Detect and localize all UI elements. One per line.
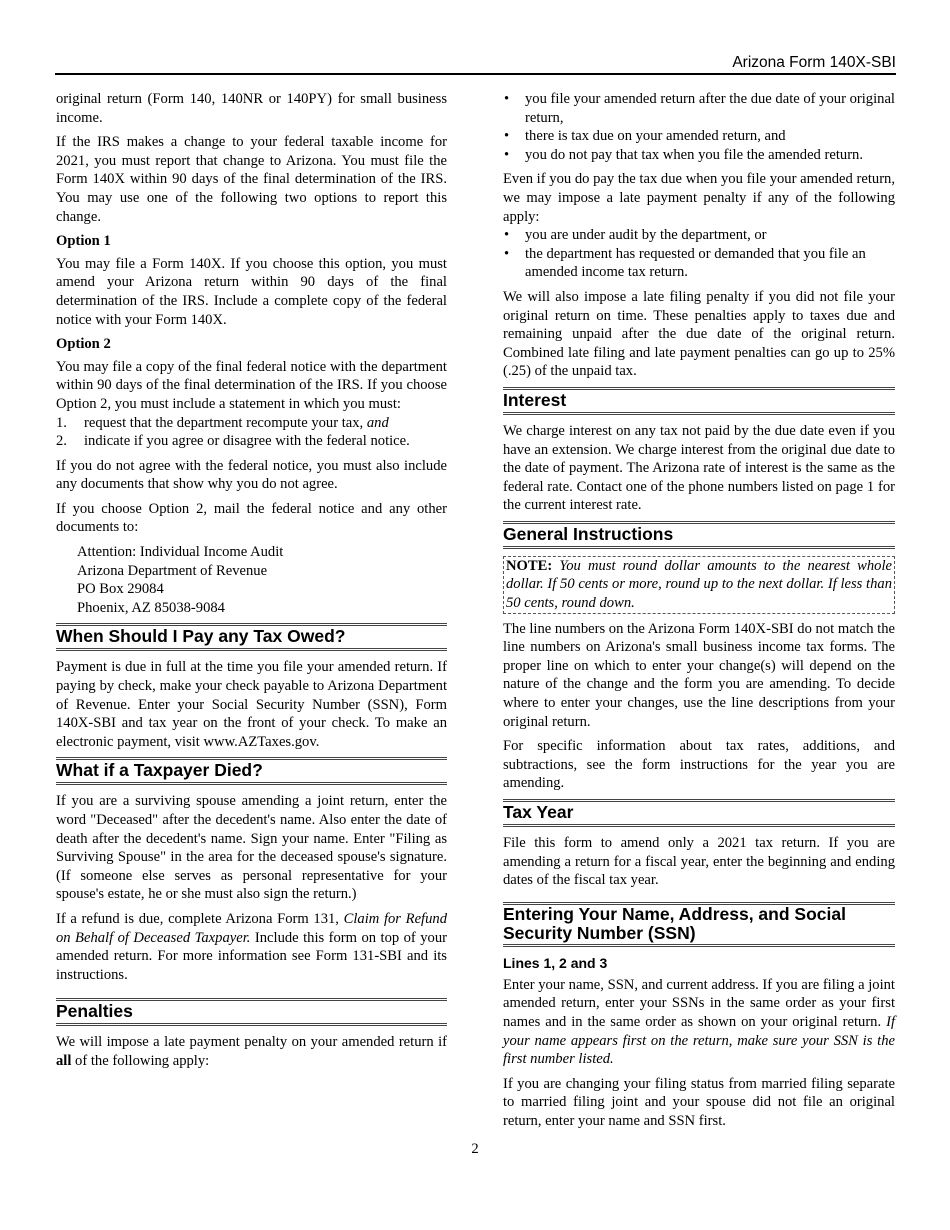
page-number: 2 xyxy=(471,1141,479,1157)
mailing-address xyxy=(77,543,447,617)
late-payment-conditions-list xyxy=(503,226,895,282)
paragraph-mail: If you choose Option 2, mail the federal notice and any other documents to: xyxy=(56,500,447,536)
paragraph-irs-change: If the IRS makes a change to your federal taxable income for 2021, you must report that change to Arizona. You must file the Form 140X within 90 days of the final determination of the IRS. You may use one of the following two options to report this change. xyxy=(56,134,447,225)
section-tax-year: Tax Year xyxy=(503,799,895,827)
address-line: Attention: Individual Income Audit xyxy=(77,544,284,561)
rounding-note: NOTE: You must round dollar amounts to the nearest whole dollar. If 50 cents or more, round up to the next dollar. If less than 50 cents, round down. xyxy=(503,556,895,614)
option-1-title: Option 1 xyxy=(56,233,111,250)
option-2-title: Option 2 xyxy=(56,336,111,353)
address-line: Phoenix, AZ 85038-9084 xyxy=(77,599,225,616)
interest-text: We charge interest on any tax not paid by the due date even if you have an extension. We charge interest from the original due date to the date of payment. The Arizona rate of interest is the same as the federal rate. Contact one of the phone numbers listed on page 1 for the current interest rate. xyxy=(503,422,895,514)
list-item: • you are under audit by the department, or xyxy=(503,226,895,245)
option-2-list xyxy=(56,414,447,451)
address-line: PO Box 29084 xyxy=(77,581,164,598)
lines-text: Enter your name, SSN, and current address. If you are filing a joint amended return, enter your SSNs in the same order as your first names and in the same order as shown on your original return. If your name appears first on the return, make sure your SSN is the first number listed. xyxy=(503,976,895,1068)
general-paragraph-2: For specific information about tax rates, additions, and subtractions, see the form instructions for the year you are amending. xyxy=(503,738,895,792)
filing-status-change-text: If you are changing your filing status from married filing separate to married filing joint and your spouse did not file an original return, enter your name and SSN first. xyxy=(503,1075,895,1129)
section-general-instructions: General Instructions xyxy=(503,521,895,549)
list-item: • the department has requested or demanded that you file an amended income tax return. xyxy=(503,245,895,282)
penalties-text: We will impose a late payment penalty on your amended return if all of the following apply: xyxy=(56,1034,447,1069)
paragraph-late-filing: We will also impose a late filing penalty if you did not file your original return on time. These penalties apply to taxes due and remaining unpaid after the due date of the original return. Combined late filing and late payment penalties can go up to 25% (.25) of the unpaid tax. xyxy=(503,288,895,380)
taxpayer-died-text: If you are a surviving spouse amending a joint return, enter the word "Deceased" after the decedent's name. Also enter the date of death after the decedent's name. Sign your name. Enter "Filing as Surviving Spouse" in the area for the deceased spouse's signature. (If someone else serves as personal representative for your spouse's estate, he or she must also sign the return.) xyxy=(56,793,447,903)
tax-year-text: File this form to amend only a 2021 tax return. If you are amending a return for a fiscal year, enter the beginning and ending dates of the fiscal tax year. xyxy=(503,835,895,889)
section-when-pay: When Should I Pay any Tax Owed? xyxy=(56,623,447,651)
penalty-conditions-list xyxy=(503,90,895,164)
paragraph-original-return: original return (Form 140, 140NR or 140PY) for small business income. xyxy=(56,91,447,126)
paragraph-disagree: If you do not agree with the federal notice, you must also include any documents that show why you do not agree. xyxy=(56,457,447,493)
right-column xyxy=(503,90,895,1137)
address-line: Arizona Department of Revenue xyxy=(77,562,268,579)
list-item: 2. indicate if you agree or disagree with the federal notice. xyxy=(56,433,410,450)
section-taxpayer-died: What if a Taxpayer Died? xyxy=(56,757,447,785)
refund-text: If a refund is due, complete Arizona Form 131, Claim for Refund on Behalf of Deceased Taxpayer. Include this form on top of your amended return. For more information see Form 131-SBI and its instructions. xyxy=(56,910,448,983)
list-item: • you file your amended return after the due date of your original return, xyxy=(503,90,895,127)
when-pay-text: Payment is due in full at the time you file your amended return. If paying by check, make your check payable to Arizona Department of Revenue. Enter your Social Security Number (SSN), Form 140X-SBI and tax year on the front of your check. To make an electronic payment, visit www.AZTaxes.gov. xyxy=(56,659,447,750)
list-item: • you do not pay that tax when you file the amended return. xyxy=(503,146,895,165)
section-entering-name: Entering Your Name, Address, and Social Security Number (SSN) xyxy=(503,902,895,947)
section-penalties: Penalties xyxy=(56,998,447,1026)
list-item: 1. request that the department recompute your tax, and xyxy=(56,414,389,431)
header-rule xyxy=(55,73,896,75)
lines-1-2-3-title: Lines 1, 2 and 3 xyxy=(503,954,608,971)
form-title-header: Arizona Form 140X-SBI xyxy=(732,54,896,71)
option-1-text: You may file a Form 140X. If you choose this option, you must amend your Arizona return within 90 days of the final determination of the IRS. Include a complete copy of the federal notice with your Form 140X. xyxy=(56,255,447,328)
paragraph-even-if: Even if you do pay the tax due when you file your amended return, we may impose a late payment penalty if any of the following apply: xyxy=(503,171,895,225)
section-interest: Interest xyxy=(503,387,895,415)
left-column xyxy=(56,90,447,1077)
option-2-text: You may file a copy of the final federal notice with the department within 90 days of the final determination of the IRS. If you choose Option 2, you must include a statement in which you must: xyxy=(56,358,447,412)
list-item: • there is tax due on your amended return, and xyxy=(503,127,895,146)
general-paragraph-1: The line numbers on the Arizona Form 140X-SBI do not match the line numbers on Arizona's small business income tax forms. The proper line on which to enter your change(s) will depend on the nature of the change and the form you are amending. To decide where to enter your changes, use the line descriptions from your original return. xyxy=(503,620,895,730)
